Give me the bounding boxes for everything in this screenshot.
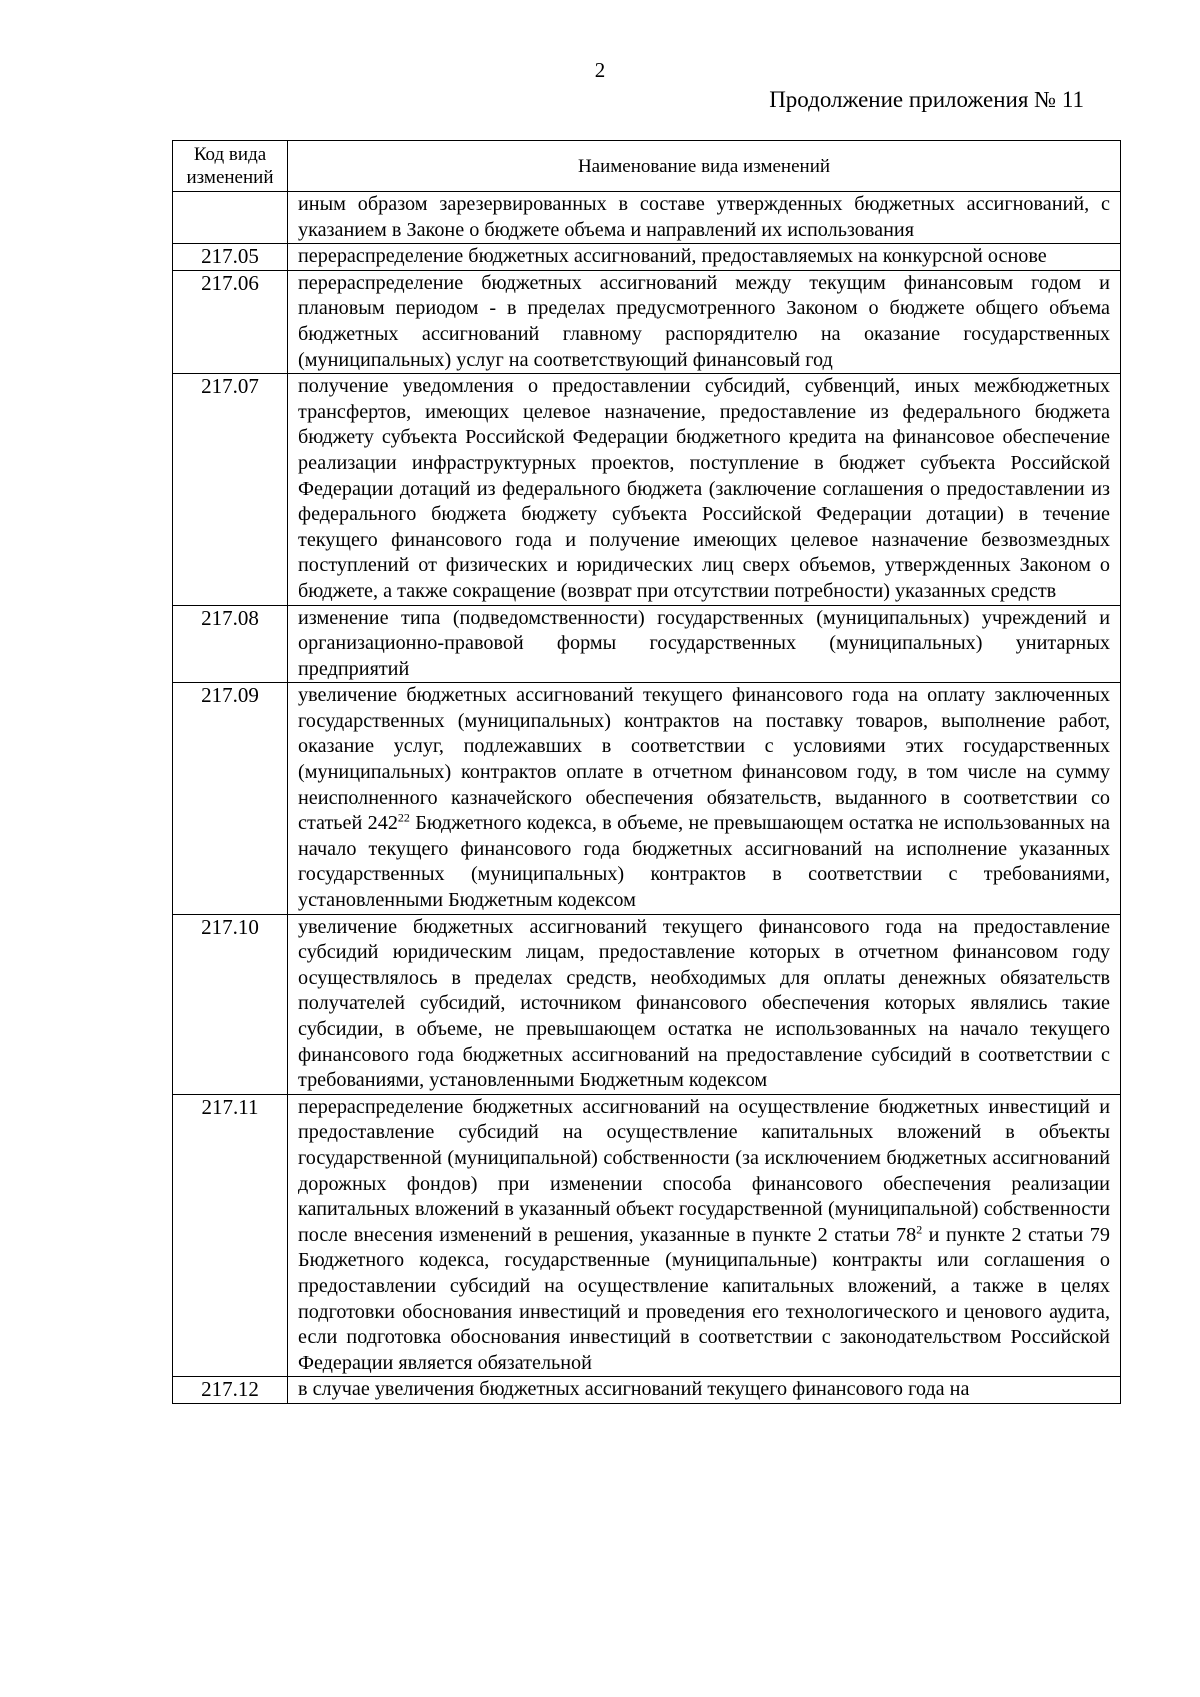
row-text-after: Бюджетного кодекса, в объеме, не превышающем остатка не использованных на начало текущего финансового года бюджетных ассигнований на исполнение указанных государственных (муниципальных) контрактов в соответствии с требованиями, установленными Бюджетным кодексом	[298, 812, 1110, 912]
row-code: 217.11	[173, 1094, 288, 1377]
superscript: 22	[397, 810, 410, 825]
row-text	[288, 683, 1121, 914]
code-header-line1: Код вида	[193, 144, 267, 165]
table-row	[173, 914, 1121, 1094]
table-row	[173, 1377, 1121, 1404]
row-text	[288, 1094, 1121, 1377]
row-text: перераспределение бюджетных ассигнований, предоставляемых на конкурсной основе	[288, 244, 1121, 271]
table-row	[173, 270, 1121, 373]
row-code: 217.08	[173, 605, 288, 683]
row-code: 217.12	[173, 1377, 288, 1404]
row-code: 217.06	[173, 270, 288, 373]
row-text-before: перераспределение бюджетных ассигнований на осуществление бюджетных инвестиций и предоставление субсидий на осуществление капитальных вложений в объекты государственной (муниципальной) собственности (за исключением бюджетных ассигнований дорожных фондов) при изменении способа финансового обеспечения реализации капитальных вложений в указанный объект государственной (муниципальной) собственности после внесения изменений в решения, указанные в пункте 2 статьи 78	[298, 1095, 1110, 1246]
changes-table	[172, 140, 1121, 1404]
row-code: 217.05	[173, 244, 288, 271]
row-text: увеличение бюджетных ассигнований текущего финансового года на предоставление субсидий юридическим лицам, предоставление которых в отчетном финансовом году осуществлялось в пределах средств, необходимых для оплаты денежных обязательств получателей субсидий, источником финансового обеспечения которых являлись такие субсидии, в объеме, не превышающем остатка не использованных на начало текущего финансового года бюджетных ассигнований на предоставление субсидий в соответствии с требованиями, установленными Бюджетным кодексом	[288, 914, 1121, 1094]
row-text: в случае увеличения бюджетных ассигнований текущего финансового года на	[288, 1377, 1121, 1404]
appendix-continuation-title: Продолжение приложения № 11	[769, 87, 1084, 112]
row-text-after: и пункте 2 статьи 79 Бюджетного кодекса, государственные (муниципальные) контракты или соглашения о предоставлении субсидий на осуществление капитальных вложений, а также в целях подготовки обоснования инвестиций и проведения его технологического и ценового аудита, если подготовка обоснования инвестиций в соответствии с законодательством Российской Федерации является обязательной	[298, 1223, 1110, 1374]
name-column-header: Наименование вида изменений	[288, 141, 1121, 192]
row-text: иным образом зарезервированных в составе утвержденных бюджетных ассигнований, с указанием в Законе о бюджете объема и направлений их использования	[288, 192, 1121, 244]
table-row	[173, 374, 1121, 605]
code-column-header	[173, 141, 288, 192]
table-row	[173, 192, 1121, 244]
row-code: 217.09	[173, 683, 288, 914]
table-row	[173, 244, 1121, 271]
row-text: изменение типа (подведомственности) государственных (муниципальных) учреждений и организационно-правовой формы государственных (муниципальных) унитарных предприятий	[288, 605, 1121, 683]
row-code	[173, 192, 288, 244]
table-row	[173, 1094, 1121, 1377]
code-header-line2: изменений	[186, 167, 274, 188]
table-row	[173, 683, 1121, 914]
row-text-before: увеличение бюджетных ассигнований текущего финансового года на оплату заключенных государственных (муниципальных) контрактов на поставку товаров, выполнение работ, оказание услуг, подлежавших в соответствии с условиями этих государственных (муниципальных) контрактов оплате в отчетном финансовом году, в том числе на сумму неисполненного казначейского обеспечения обязательств, выданного в соответствии со статьей 242	[298, 684, 1110, 835]
page-number: 2	[594, 58, 606, 82]
superscript: 2	[916, 1222, 923, 1237]
row-text: получение уведомления о предоставлении субсидий, субвенций, иных межбюджетных трансфертов, имеющих целевое назначение, предоставление из федерального бюджета бюджету субъекта Российской Федерации бюджетного кредита на финансовое обеспечение реализации инфраструктурных проектов, поступление в бюджет субъекта Российской Федерации дотаций из федерального бюджета (заключение соглашения о предоставлении из федерального бюджета бюджету субъекта Российской Федерации дотации) в течение текущего финансового года и получение имеющих целевое назначение безвозмездных поступлений от физических и юридических лиц сверх объемов, утвержденных Законом о бюджете, а также сокращение (возврат при отсутствии потребности) указанных средств	[288, 374, 1121, 605]
table-row	[173, 605, 1121, 683]
row-code: 217.07	[173, 374, 288, 605]
row-code: 217.10	[173, 914, 288, 1094]
table-header-row	[173, 141, 1121, 192]
row-text: перераспределение бюджетных ассигнований между текущим финансовым годом и плановым периодом - в пределах предусмотренного Законом о бюджете общего объема бюджетных ассигнований главному распорядителю на оказание государственных (муниципальных) услуг на соответствующий финансовый год	[288, 270, 1121, 373]
